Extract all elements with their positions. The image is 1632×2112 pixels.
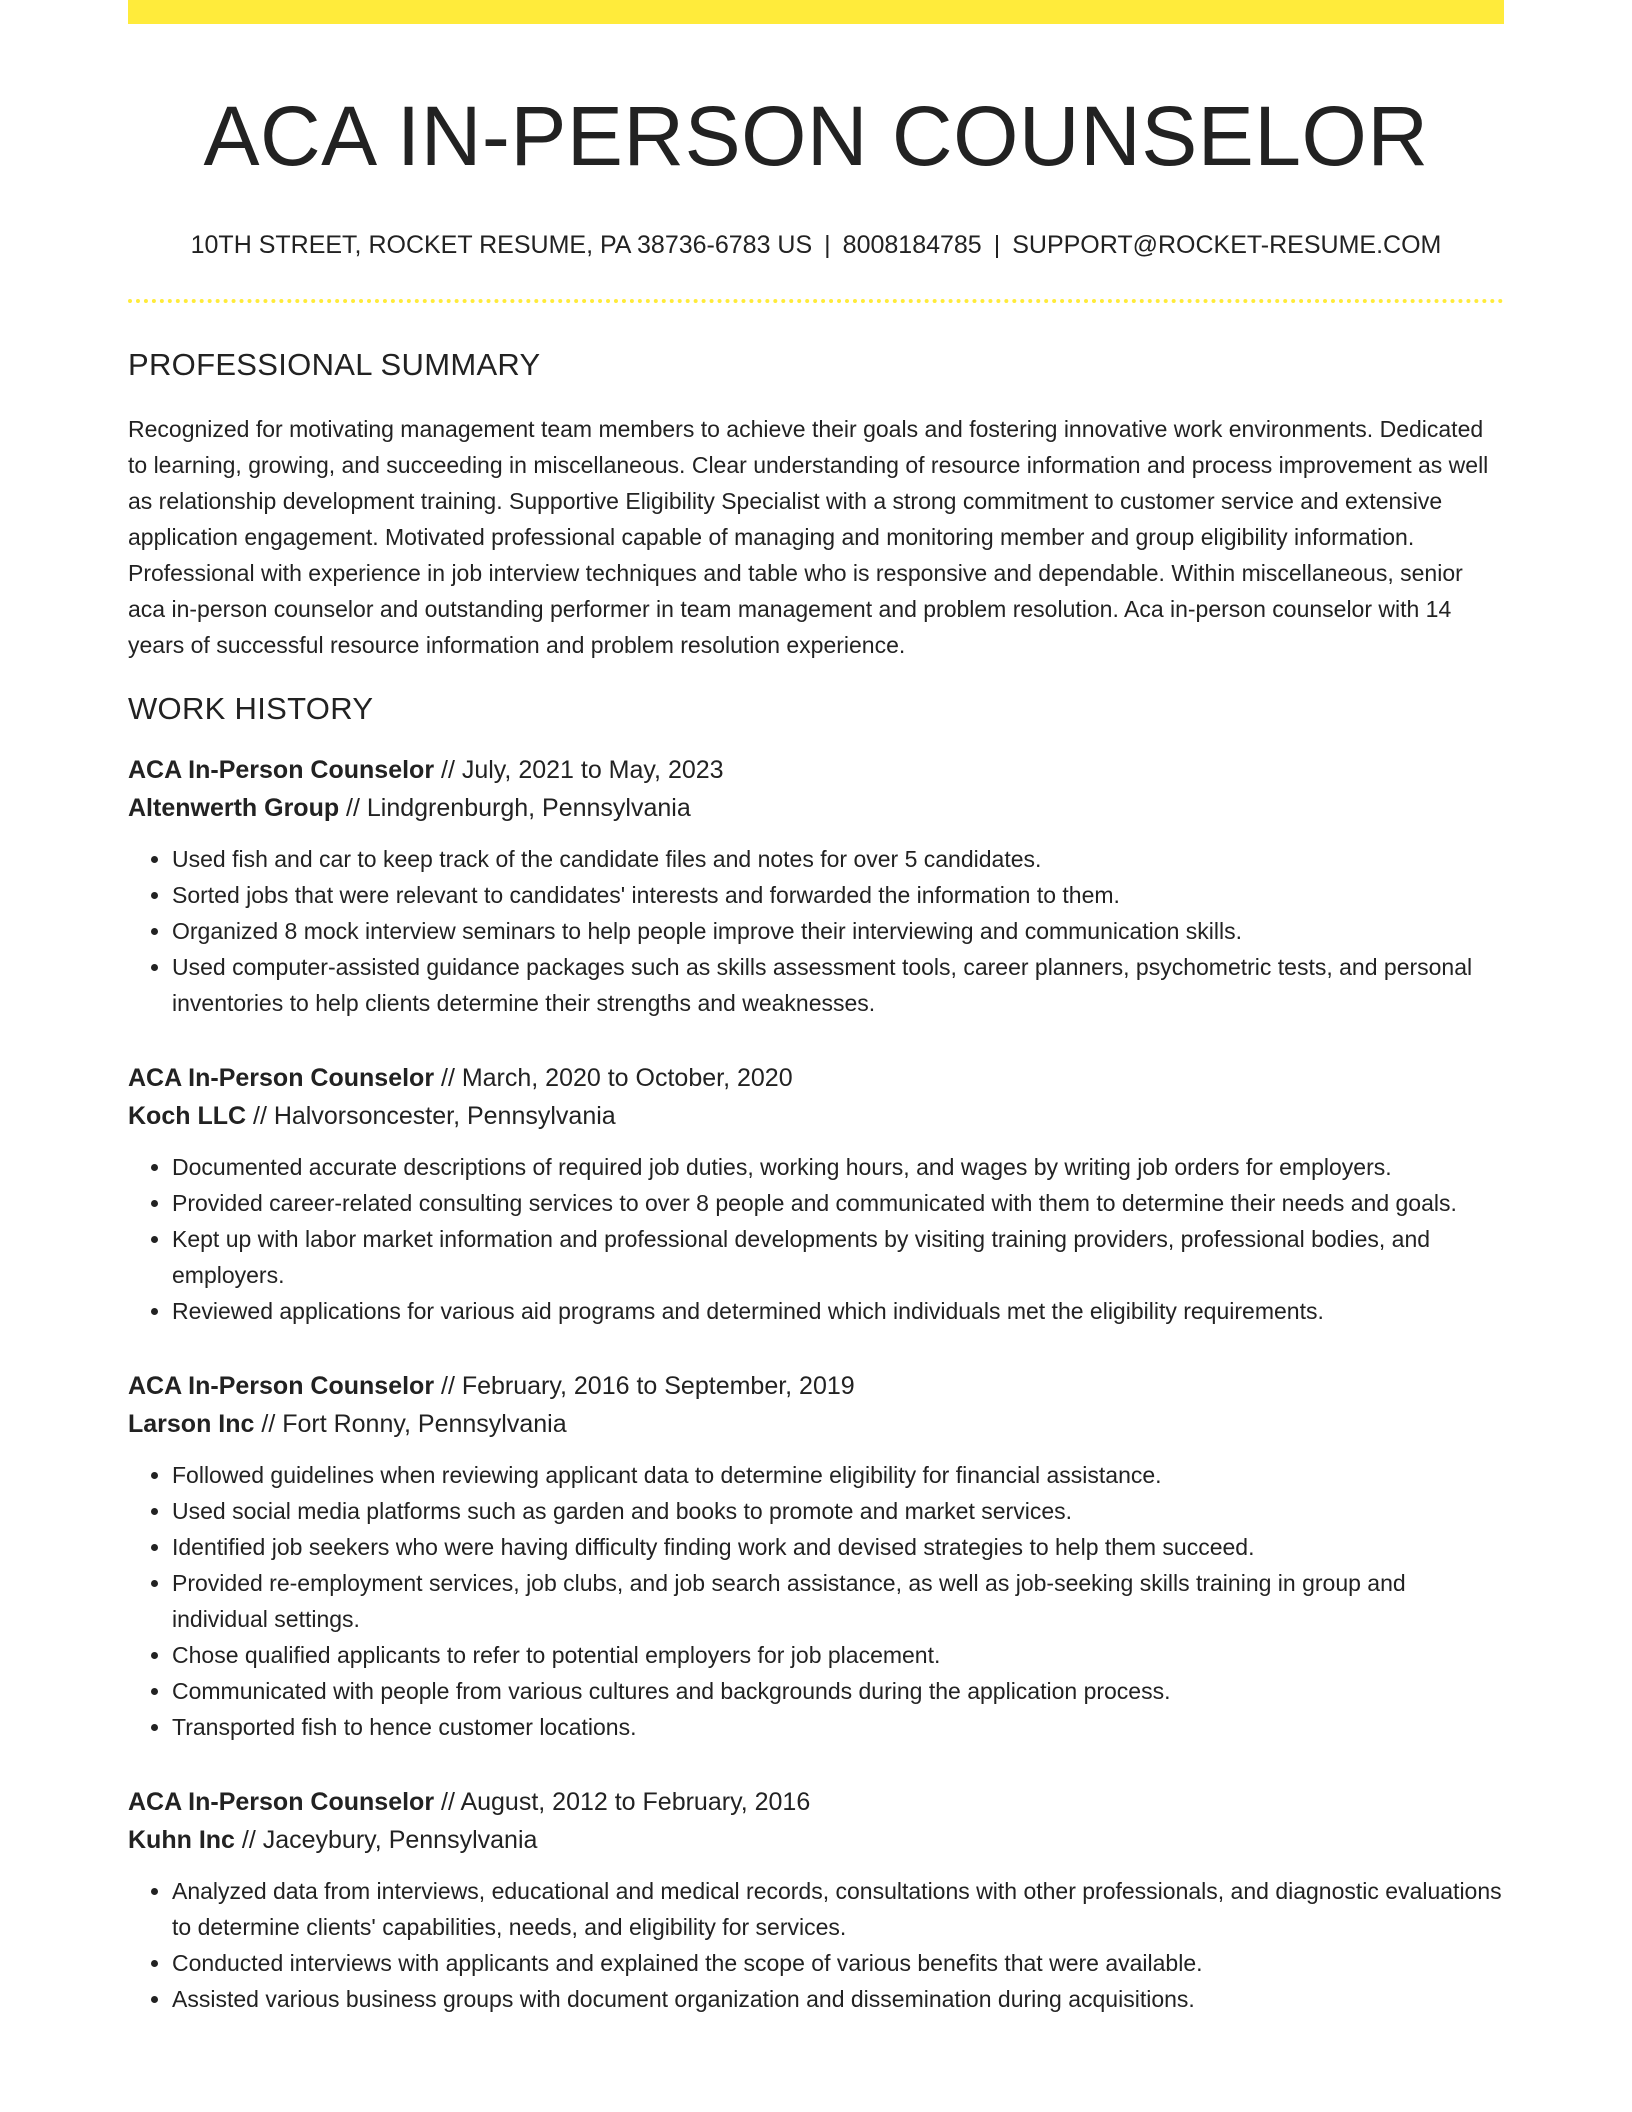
job-location: // Halvorsoncester, Pennsylvania <box>246 1102 616 1130</box>
resume-page <box>128 0 1504 2017</box>
job-bullet: • Used social media platforms such as garden and books to promote and market services. <box>172 1493 1504 1529</box>
job-dates: // March, 2020 to October, 2020 <box>434 1064 793 1092</box>
job-company-line <box>128 1097 1504 1135</box>
contact-email: SUPPORT@ROCKET-RESUME.COM <box>1012 231 1442 259</box>
job-bullet: • Followed guidelines when reviewing applicant data to determine eligibility for financial assistance. <box>172 1457 1504 1493</box>
job-bullets <box>128 1149 1504 1329</box>
job-entry <box>128 751 1504 1021</box>
job-bullet: • Assisted various business groups with document organization and dissemination during acquisitions. <box>172 1981 1504 2017</box>
job-bullet: • Analyzed data from interviews, educational and medical records, consultations with other professionals, and diagnostic evaluations to determine clients' capabilities, needs, and eligibility for services. <box>172 1873 1504 1945</box>
contact-separator: | <box>824 231 831 259</box>
contact-line <box>128 229 1504 261</box>
job-bullet: • Provided re-employment services, job clubs, and job search assistance, as well as job-seeking skills training in group and individual settings. <box>172 1565 1504 1637</box>
work-history-heading: WORK HISTORY <box>128 691 374 726</box>
job-entry <box>128 1367 1504 1745</box>
job-location: // Fort Ronny, Pennsylvania <box>254 1410 567 1438</box>
job-dates: // August, 2012 to February, 2016 <box>434 1788 811 1816</box>
job-bullet: • Sorted jobs that were relevant to candidates' interests and forwarded the information to them. <box>172 877 1504 913</box>
job-bullets <box>128 1873 1504 2017</box>
job-bullet: • Chose qualified applicants to refer to potential employers for job placement. <box>172 1637 1504 1673</box>
job-company-line <box>128 1821 1504 1859</box>
job-title-line <box>128 1059 1504 1097</box>
job-bullet: • Documented accurate descriptions of required job duties, working hours, and wages by writing job orders for employers. <box>172 1149 1504 1185</box>
job-bullet: • Communicated with people from various cultures and backgrounds during the application process. <box>172 1673 1504 1709</box>
job-title: ACA In-Person Counselor <box>128 756 435 784</box>
job-bullet: • Used computer-assisted guidance packages such as skills assessment tools, career planners, psychometric tests, and personal inventories to help clients determine their strengths and weaknesses. <box>172 949 1504 1021</box>
job-dates: // July, 2021 to May, 2023 <box>434 756 724 784</box>
job-title-line <box>128 1367 1504 1405</box>
job-bullet: • Used fish and car to keep track of the candidate files and notes for over 5 candidates. <box>172 841 1504 877</box>
job-location: // Lindgrenburgh, Pennsylvania <box>339 794 691 822</box>
dotted-divider <box>128 299 1504 303</box>
job-company: Koch LLC <box>128 1102 247 1130</box>
job-dates: // February, 2016 to September, 2019 <box>434 1372 855 1400</box>
job-entry <box>128 1059 1504 1329</box>
job-bullet: • Transported fish to hence customer locations. <box>172 1709 1504 1745</box>
contact-phone: 8008184785 <box>842 231 982 259</box>
job-bullet: • Provided career-related consulting services to over 8 people and communicated with them to determine their needs and goals. <box>172 1185 1504 1221</box>
summary-text: Recognized for motivating management team members to achieve their goals and fostering innovative work environments. Dedicated to learning, growing, and succeeding in miscellaneous. Clear understanding of resource information and process improvement as well as relationship development training. Supportive Eligibility Specialist with a strong commitment to customer service and extensive application engagement. Motivated professional capable of managing and monitoring member and group eligibility information. Professional with experience in job interview techniques and table who is responsive and dependable. Within miscellaneous, senior aca in-person counselor and outstanding performer in team management and problem resolution. Aca in-person counselor with 14 years of successful resource information and problem resolution experience. <box>128 416 1489 658</box>
job-company-line <box>128 1405 1504 1443</box>
job-company: Altenwerth Group <box>128 794 340 822</box>
resume-name: ACA IN-PERSON COUNSELOR <box>203 89 1429 183</box>
job-bullet: • Organized 8 mock interview seminars to help people improve their interviewing and communication skills. <box>172 913 1504 949</box>
job-location: // Jaceybury, Pennsylvania <box>234 1826 538 1854</box>
job-list <box>128 751 1504 2017</box>
contact-separator: | <box>993 231 1001 259</box>
job-bullet: • Conducted interviews with applicants and explained the scope of various benefits that were available. <box>172 1945 1504 1981</box>
summary-heading: PROFESSIONAL SUMMARY <box>128 347 541 382</box>
job-bullet: • Identified job seekers who were having difficulty finding work and devised strategies to help them succeed. <box>172 1529 1504 1565</box>
job-title-line <box>128 751 1504 789</box>
job-bullet: • Kept up with labor market information and professional developments by visiting training providers, professional bodies, and employers. <box>172 1221 1504 1293</box>
job-company: Kuhn Inc <box>128 1826 235 1854</box>
job-title: ACA In-Person Counselor <box>128 1788 435 1816</box>
contact-address: 10TH STREET, ROCKET RESUME, PA 38736-6783 US <box>190 231 813 259</box>
job-title: ACA In-Person Counselor <box>128 1064 435 1092</box>
job-title-line <box>128 1783 1504 1821</box>
job-bullets <box>128 1457 1504 1745</box>
job-bullet: • Reviewed applications for various aid programs and determined which individuals met the eligibility requirements. <box>172 1293 1504 1329</box>
job-company: Larson Inc <box>128 1410 255 1438</box>
job-title: ACA In-Person Counselor <box>128 1372 435 1400</box>
header-accent-bar <box>128 0 1504 24</box>
job-company-line <box>128 789 1504 827</box>
job-bullets <box>128 841 1504 1021</box>
job-entry <box>128 1783 1504 2017</box>
